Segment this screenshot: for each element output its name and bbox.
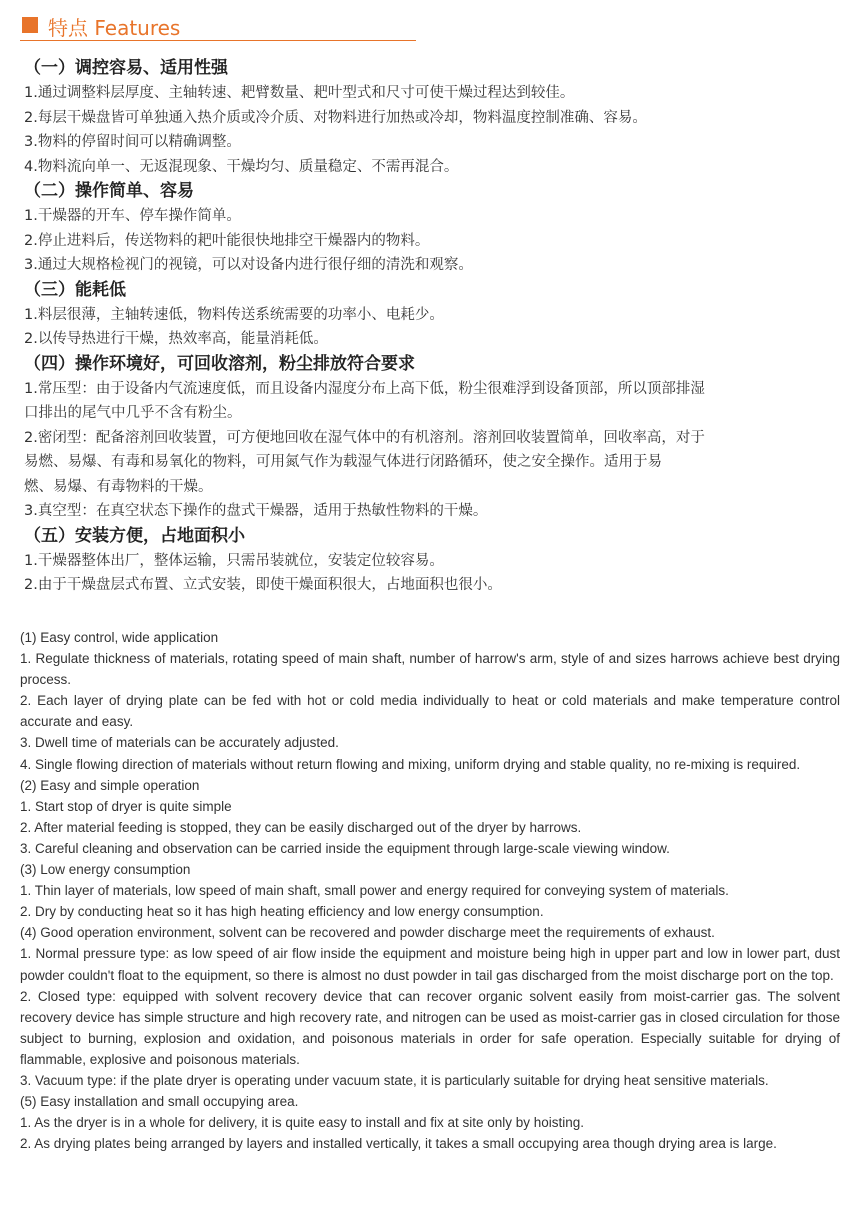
- en-paragraph: 1. As the dryer is in a whole for delivery, it is quite easy to install and fix at site only by hoisting.: [20, 1115, 585, 1131]
- en-section-heading: (4) Good operation environment, solvent can be recovered and powder discharge meet the requirements of exhaust.: [20, 925, 715, 941]
- zh-paragraph: 4.物料流向单一、无返混现象、干燥均匀、质量稳定、不需再混合。: [24, 158, 459, 175]
- zh-paragraph: 燃、易爆、有毒物料的干燥。: [24, 478, 213, 495]
- zh-paragraph: 2.以传导热进行干燥，热效率高，能量消耗低。: [24, 331, 328, 347]
- en-paragraph: 1. Regulate thickness of materials, rotating speed of main shaft, number of harrow's arm, style of and sizes harrows achieve best drying process.: [20, 651, 840, 688]
- en-section-heading: (1) Easy control, wide application: [20, 630, 219, 645]
- en-paragraph: 2. Closed type: equipped with solvent recovery device that can recover organic solvent easily from moist-carrier gas. The solvent recovery device has simple structure and high recovery rate, and nitrogen can be used as moist-carrier gas in closed circulation for those subject to burning, explosion and oxidation, and poisonous materials in order for safe operation. Especially suitable for drying of flammable, explosive and poisonous materials.: [20, 988, 840, 1067]
- en-paragraph: 2. Dry by conducting heat so it has high heating efficiency and low energy consumption.: [20, 904, 544, 920]
- zh-section-heading: （一）调控容易、适用性强: [24, 58, 228, 78]
- zh-paragraph: 2.每层干燥盘皆可单独通入热介质或冷介质、对物料进行加热或冷却，物料温度控制准确、容易。: [24, 109, 647, 126]
- zh-paragraph: 1.料层很薄，主轴转速低，物料传送系统需要的功率小、电耗少。: [24, 306, 444, 323]
- en-paragraph: 1. Thin layer of materials, low speed of main shaft, small power and energy required for conveying system of materials.: [20, 883, 729, 899]
- en-section-heading: (2) Easy and simple operation: [20, 777, 200, 793]
- square-bullet-icon: [22, 17, 38, 33]
- features-header: [20, 10, 416, 41]
- en-paragraph: 3. Careful cleaning and observation can be carried inside the equipment through large-scale viewing window.: [20, 840, 670, 856]
- en-paragraph: 4. Single flowing direction of materials without return flowing and mixing, uniform drying and stable quality, no re-mixing is required.: [20, 756, 801, 772]
- zh-paragraph: 3.物料的停留时间可以精确调整。: [24, 134, 241, 150]
- zh-section-heading: （二）操作简单、容易: [24, 181, 194, 201]
- zh-paragraph: 2.停止进料后，传送物料的耙叶能很快地排空干燥器内的物料。: [24, 232, 430, 249]
- zh-paragraph: 1.常压型：由于设备内气流速度低，而且设备内湿度分布上高下低，粉尘很难浮到设备顶部，所以顶部排湿: [24, 380, 705, 397]
- zh-section-heading: （四）操作环境好，可回收溶剂，粉尘排放符合要求: [24, 353, 415, 374]
- zh-paragraph: 3.真空型：在真空状态下操作的盘式干燥器，适用于热敏性物料的干燥。: [24, 503, 488, 519]
- chinese-features: [24, 56, 844, 598]
- en-paragraph: 1. Normal pressure type: as low speed of air flow inside the equipment and moisture being high in upper part and low in lower part, dust powder couldn't float to the equipment, so there is almost no dust powder in tail gas discharged from the moist discharge port on the top.: [20, 946, 840, 983]
- zh-paragraph: 口排出的尾气中几乎不含有粉尘。: [24, 405, 242, 421]
- en-paragraph: 3. Vacuum type: if the plate dryer is operating under vacuum state, it is particularly suitable for drying heat sensitive materials.: [20, 1072, 769, 1088]
- en-paragraph: 2. After material feeding is stopped, they can be easily discharged out of the dryer by harrows.: [20, 819, 582, 835]
- zh-section-heading: （三）能耗低: [24, 279, 126, 300]
- zh-paragraph: 2.由于干燥盘层式布置、立式安装，即使干燥面积很大，占地面积也很小。: [24, 577, 502, 593]
- zh-paragraph: 2.密闭型：配备溶剂回收装置，可方便地回收在湿气体中的有机溶剂。溶剂回收装置简单，回收率高，对于: [24, 429, 705, 446]
- english-features: [20, 627, 840, 1154]
- en-paragraph: 2. Each layer of drying plate can be fed with hot or cold media individually to heat or cold materials and make temperature control accurate and easy.: [20, 693, 840, 730]
- features-title: 特点 Features: [48, 16, 181, 40]
- zh-section-heading: （五）安装方便，占地面积小: [24, 525, 245, 546]
- en-paragraph: 3. Dwell time of materials can be accurately adjusted.: [20, 735, 339, 751]
- en-section-heading: (3) Low energy consumption: [20, 862, 191, 878]
- zh-paragraph: 1.干燥器整体出厂，整体运输，只需吊装就位，安装定位较容易。: [24, 552, 444, 569]
- en-paragraph: 1. Start stop of dryer is quite simple: [20, 798, 232, 814]
- en-paragraph: 2. As drying plates being arranged by layers and installed vertically, it takes a small occupying area though drying area is large.: [20, 1136, 777, 1152]
- zh-paragraph: 易燃、易爆、有毒和易氧化的物料，可用氮气作为载湿气体进行闭路循环，使之安全操作。适用于易: [24, 454, 662, 470]
- zh-paragraph: 1.干燥器的开车、停车操作简单。: [24, 208, 241, 224]
- en-section-heading: (5) Easy installation and small occupying area.: [20, 1094, 299, 1110]
- zh-paragraph: 3.通过大规格检视门的视镜，可以对设备内进行很仔细的清洗和观察。: [24, 257, 473, 273]
- zh-paragraph: 1.通过调整料层厚度、主轴转速、耙臂数量、耙叶型式和尺寸可使干燥过程达到较佳。: [24, 85, 575, 101]
